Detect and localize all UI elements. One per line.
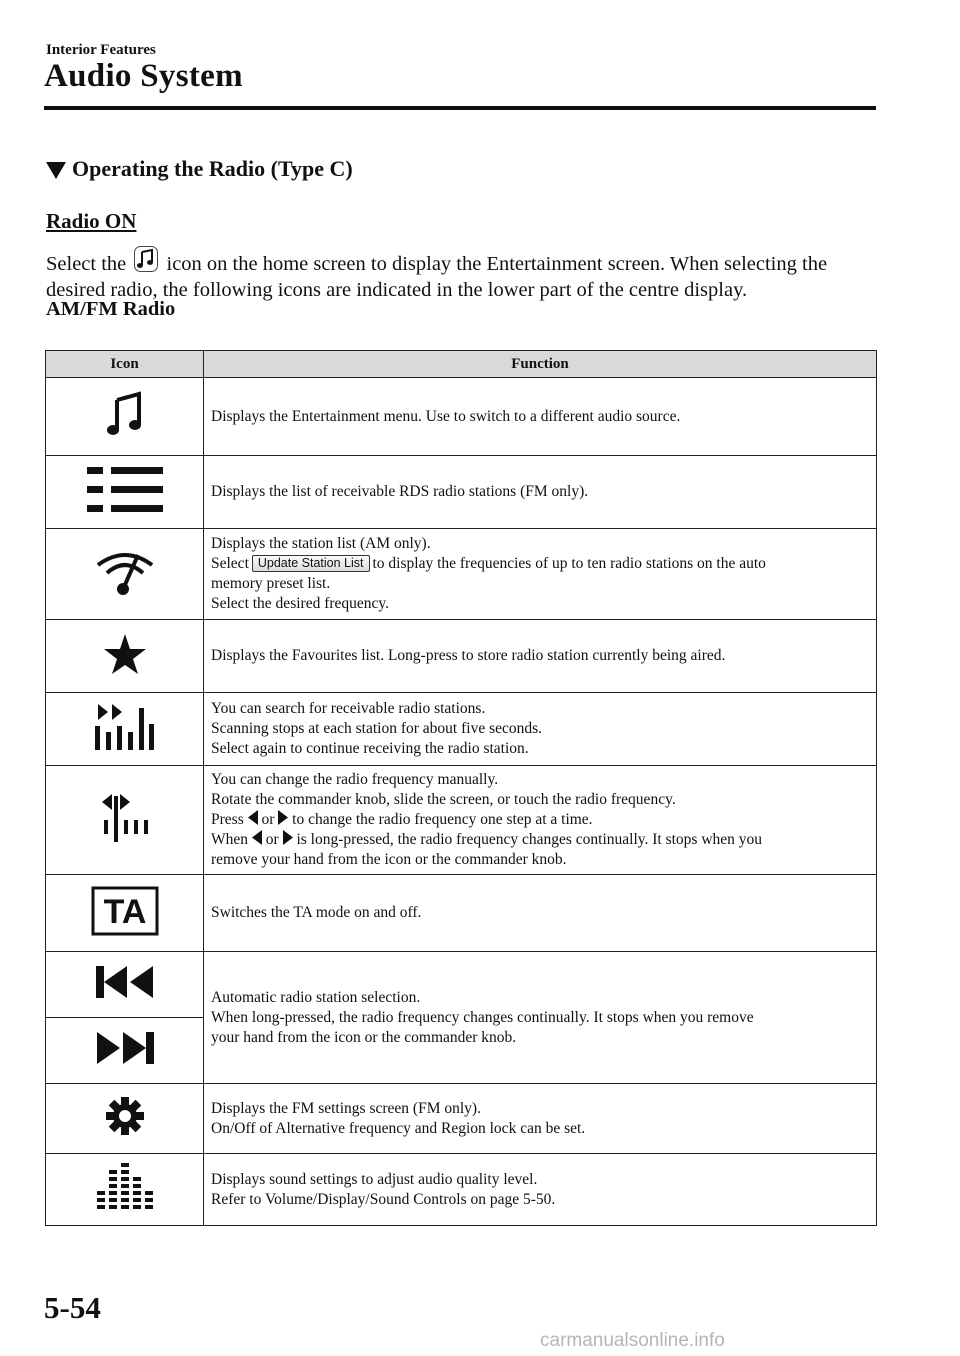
triangle-left-icon <box>248 810 258 825</box>
icon-cell <box>46 456 204 529</box>
triangle-right-icon <box>283 830 293 845</box>
icon-cell <box>46 378 204 456</box>
table-row <box>46 620 877 693</box>
function-line: Displays the Favourites list. Long-press to store radio station currently being aired. <box>211 647 726 664</box>
function-line: You can change the radio frequency manually. <box>211 771 499 788</box>
icon-cell <box>46 952 204 1018</box>
function-line: Select the desired frequency. <box>211 595 390 612</box>
list-icon <box>87 465 163 515</box>
page-number: 5-54 <box>44 1290 101 1325</box>
when-text: When <box>211 831 249 848</box>
function-cell <box>204 693 877 766</box>
function-cell <box>204 875 877 952</box>
header-function: Function <box>204 351 877 378</box>
star-icon <box>103 633 147 675</box>
page-title: Audio System <box>44 58 243 94</box>
watermark: carmanualsonline.info <box>540 1330 725 1351</box>
function-line: Rotate the commander knob, slide the screen, or touch the radio frequency. <box>211 791 676 808</box>
function-cell <box>204 620 877 693</box>
section-label: Interior Features <box>46 42 156 58</box>
icon-cell <box>46 529 204 620</box>
header-icon: Icon <box>46 351 204 378</box>
intro-paragraph <box>46 246 876 303</box>
ta-icon <box>91 886 159 936</box>
function-line <box>211 830 870 850</box>
triangle-right-icon <box>278 810 288 825</box>
select-text-after: to display the frequencies of up to ten radio stations on the auto <box>372 555 766 572</box>
function-line: When long-pressed, the radio frequency changes continually. It stops when you remove <box>211 1008 754 1026</box>
function-line: Displays sound settings to adjust audio quality level. <box>211 1170 538 1188</box>
function-line: Automatic radio station selection. <box>211 988 421 1006</box>
function-cell <box>204 529 877 620</box>
function-line: On/Off of Alternative frequency and Region lock can be set. <box>211 1119 586 1137</box>
function-line: Displays the list of receivable RDS radio stations (FM only). <box>211 483 589 500</box>
intro-text-end: icon on the home screen to display the Entertainment screen. When selecting the desired radio, the following icons are indicated in the lower part of the centre display. <box>46 253 828 301</box>
table-header-row <box>46 351 877 378</box>
function-line: Displays the station list (AM only). <box>211 535 431 552</box>
radio-on-heading: Radio ON <box>46 209 137 233</box>
when-text-after: is long-pressed, the radio frequency changes continually. It stops when you <box>296 831 763 848</box>
or-text: or <box>265 831 279 848</box>
icon-cell <box>46 766 204 875</box>
function-cell <box>204 456 877 529</box>
function-line: Displays the Entertainment menu. Use to switch to a different audio source. <box>211 407 681 425</box>
function-cell <box>204 1154 877 1226</box>
triangle-bullet-icon <box>46 162 66 179</box>
function-cell <box>204 766 877 875</box>
triangle-left-icon <box>252 830 262 845</box>
icon-cell <box>46 693 204 766</box>
band-label: AM/FM Radio <box>46 298 176 320</box>
function-line <box>211 810 870 830</box>
function-line: Switches the TA mode on and off. <box>211 904 422 921</box>
table-row <box>46 1084 877 1154</box>
function-line <box>211 554 870 574</box>
skip-forward-icon <box>95 1031 155 1065</box>
equalizer-icon <box>97 1162 153 1212</box>
function-line: memory preset list. <box>211 575 331 592</box>
function-line: Scanning stops at each station for about five seconds. <box>211 720 543 737</box>
table-row <box>46 1154 877 1226</box>
icon-cell <box>46 1154 204 1226</box>
table-row <box>46 456 877 529</box>
music-note-icon <box>105 390 145 438</box>
table-row <box>46 693 877 766</box>
icon-cell <box>46 1018 204 1084</box>
function-line: your hand from the icon or the commander knob. <box>211 1028 517 1046</box>
update-station-list-button[interactable]: Update Station List <box>252 555 370 572</box>
table-row <box>46 875 877 952</box>
table-row <box>46 378 877 456</box>
function-line: You can search for receivable radio stations. <box>211 700 486 717</box>
press-text-after: to change the radio frequency one step at a time. <box>292 811 593 828</box>
ta-icon-label: TA <box>103 892 146 931</box>
subsection-title: Operating the Radio (Type C) <box>72 156 353 181</box>
or-text: or <box>261 811 275 828</box>
press-text: Press <box>211 811 244 828</box>
table-row <box>46 529 877 620</box>
intro-text-start: Select the <box>46 253 127 275</box>
function-line: Select again to continue receiving the radio station. <box>211 740 529 757</box>
heading-rule <box>44 106 876 110</box>
music-note-icon <box>134 246 158 272</box>
gear-icon <box>105 1096 145 1136</box>
subsection-heading <box>46 156 353 182</box>
function-line: Displays the FM settings screen (FM only). <box>211 1099 481 1117</box>
icon-cell <box>46 1084 204 1154</box>
table-row <box>46 952 877 1018</box>
function-cell <box>204 952 877 1084</box>
function-cell <box>204 378 877 456</box>
function-line: Refer to Volume/Display/Sound Controls on page 5-50. <box>211 1190 556 1208</box>
scan-icon <box>94 702 156 752</box>
icon-function-table <box>45 350 877 1226</box>
icon-cell <box>46 620 204 693</box>
icon-cell <box>46 875 204 952</box>
function-cell <box>204 1084 877 1154</box>
function-line: remove your hand from the icon or the commander knob. <box>211 851 567 868</box>
skip-back-icon <box>95 965 155 999</box>
antenna-icon <box>94 547 156 597</box>
table-row <box>46 766 877 875</box>
tune-icon <box>100 792 150 844</box>
select-text: Select <box>211 555 249 572</box>
